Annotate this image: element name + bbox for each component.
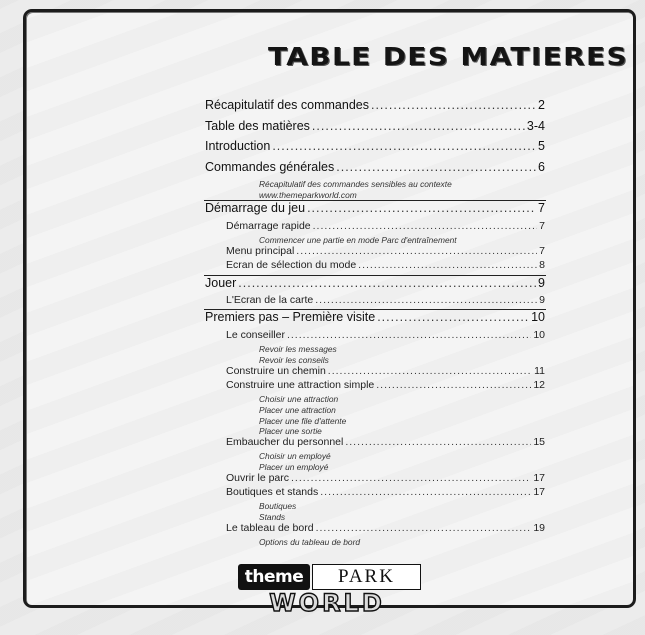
logo-park-text: PARK — [312, 564, 421, 590]
toc-page-number: 17 — [533, 485, 545, 498]
toc-entry-title: Premiers pas – Première visite — [205, 310, 376, 325]
toc-page-number: 17 — [533, 471, 545, 484]
toc-subentry: Placer une file d'attente — [259, 415, 347, 426]
toc-page-number: 9 — [539, 294, 545, 306]
toc-page-number: 10 — [533, 328, 545, 341]
toc-leader-dots — [336, 160, 536, 174]
toc-page-number: 7 — [539, 219, 545, 232]
toc-entry[interactable] — [205, 139, 545, 153]
toc-entry[interactable] — [205, 276, 545, 290]
toc-entry[interactable] — [205, 98, 545, 112]
toc-leader-dots — [328, 365, 532, 377]
toc-entry-title: Le tableau de bord — [226, 521, 314, 534]
toc-subsection[interactable] — [226, 379, 545, 391]
page-title: TABLE DES MATIERES — [268, 42, 628, 71]
logo-world-text: WORLD — [269, 589, 385, 617]
toc-leader-dots — [376, 379, 531, 391]
toc-page-number: 3-4 — [526, 118, 545, 133]
toc-page-number: 7 — [538, 201, 545, 216]
toc-subentry: Stands — [259, 511, 286, 522]
toc-leader-dots — [358, 259, 537, 271]
toc-leader-dots — [307, 201, 536, 215]
toc-entry-title: Le conseiller — [226, 328, 285, 341]
toc-leader-dots — [272, 139, 536, 153]
toc-leader-dots — [238, 276, 536, 290]
toc-leader-dots — [296, 245, 537, 257]
logo-theme-text: theme — [238, 564, 310, 590]
toc-page-number: 6 — [538, 159, 545, 174]
toc-subentry: www.themeparkworld.com — [259, 189, 357, 200]
toc-entry-title: Jouer — [205, 275, 237, 290]
toc-entry-title: Commandes générales — [205, 159, 335, 174]
toc-subsection[interactable] — [226, 522, 545, 534]
toc-subsection[interactable] — [226, 294, 545, 306]
toc-entry-title: Construire un chemin — [226, 364, 326, 377]
toc-subsection[interactable] — [226, 365, 545, 377]
toc-entry[interactable] — [205, 201, 545, 215]
theme-park-world-logo — [238, 562, 421, 618]
toc-subentry: Placer une attraction — [259, 404, 336, 415]
toc-subentry: Placer un employé — [259, 461, 329, 472]
toc-entry-title: Table des matières — [205, 118, 310, 133]
toc-leader-dots — [377, 310, 529, 324]
toc-subsection[interactable] — [226, 472, 545, 484]
toc-page-number: 19 — [533, 521, 545, 534]
toc-entry[interactable] — [205, 310, 545, 324]
toc-entry-title: Ecran de sélection du mode — [226, 259, 357, 272]
toc-subentry: Choisir une attraction — [259, 394, 339, 405]
toc-subentry: Boutiques — [259, 501, 297, 512]
toc-page-number: 9 — [538, 275, 545, 290]
toc-entry-title: Boutiques et stands — [226, 485, 319, 498]
toc-leader-dots — [320, 486, 531, 498]
toc-leader-dots — [312, 119, 525, 133]
toc-subentry: Choisir un employé — [259, 451, 331, 462]
toc-page-number: 12 — [533, 378, 545, 391]
toc-page-number: 2 — [538, 98, 545, 112]
toc-subsection[interactable] — [226, 220, 545, 232]
toc-page-number: 8 — [539, 259, 545, 272]
toc-leader-dots — [316, 522, 532, 534]
toc-leader-dots — [287, 329, 531, 341]
toc-subsection[interactable] — [226, 259, 545, 271]
toc-page-number: 5 — [538, 139, 545, 153]
toc-subentry: Placer une sortie — [259, 426, 322, 437]
toc-subentry: Récapitulatif des commandes sensibles au contexte — [259, 179, 452, 189]
toc-entry-title: Démarrage rapide — [226, 219, 311, 232]
toc-entry[interactable] — [205, 160, 545, 174]
toc-page-number: 15 — [533, 435, 545, 448]
toc-leader-dots — [345, 436, 531, 448]
toc-subsection[interactable] — [226, 245, 545, 257]
toc-entry-title: Menu principal — [226, 244, 295, 257]
toc-subsection[interactable] — [226, 436, 545, 448]
toc-entry-title: Embaucher du personnel — [226, 435, 344, 448]
toc-entry-title: Ouvrir le parc — [226, 471, 290, 484]
toc-subsection[interactable] — [226, 329, 545, 341]
toc-subentry: Options du tableau de bord — [259, 536, 361, 547]
toc-entry-title: Démarrage du jeu — [205, 201, 306, 216]
toc-subentry: Revoir les conseils — [259, 354, 329, 365]
toc-entry-title: Récapitulatif des commandes — [205, 98, 369, 112]
toc-entry[interactable] — [205, 119, 545, 133]
toc-page-number: 11 — [534, 364, 545, 377]
toc-page-number: 10 — [531, 310, 545, 325]
toc-entry-title: L'Ecran de la carte — [226, 294, 314, 306]
toc-leader-dots — [291, 472, 531, 484]
toc-entry-title: Introduction — [205, 139, 271, 153]
toc-subentry: Revoir les messages — [259, 344, 337, 355]
toc-subsection[interactable] — [226, 486, 545, 498]
toc-entry-title: Construire une attraction simple — [226, 378, 375, 391]
toc-page-number: 7 — [539, 244, 545, 257]
toc-leader-dots — [313, 220, 538, 232]
toc-leader-dots — [371, 98, 536, 112]
toc-subentry: Commencer une partie en mode Parc d'entraînement — [259, 235, 457, 246]
toc-leader-dots — [315, 294, 537, 306]
